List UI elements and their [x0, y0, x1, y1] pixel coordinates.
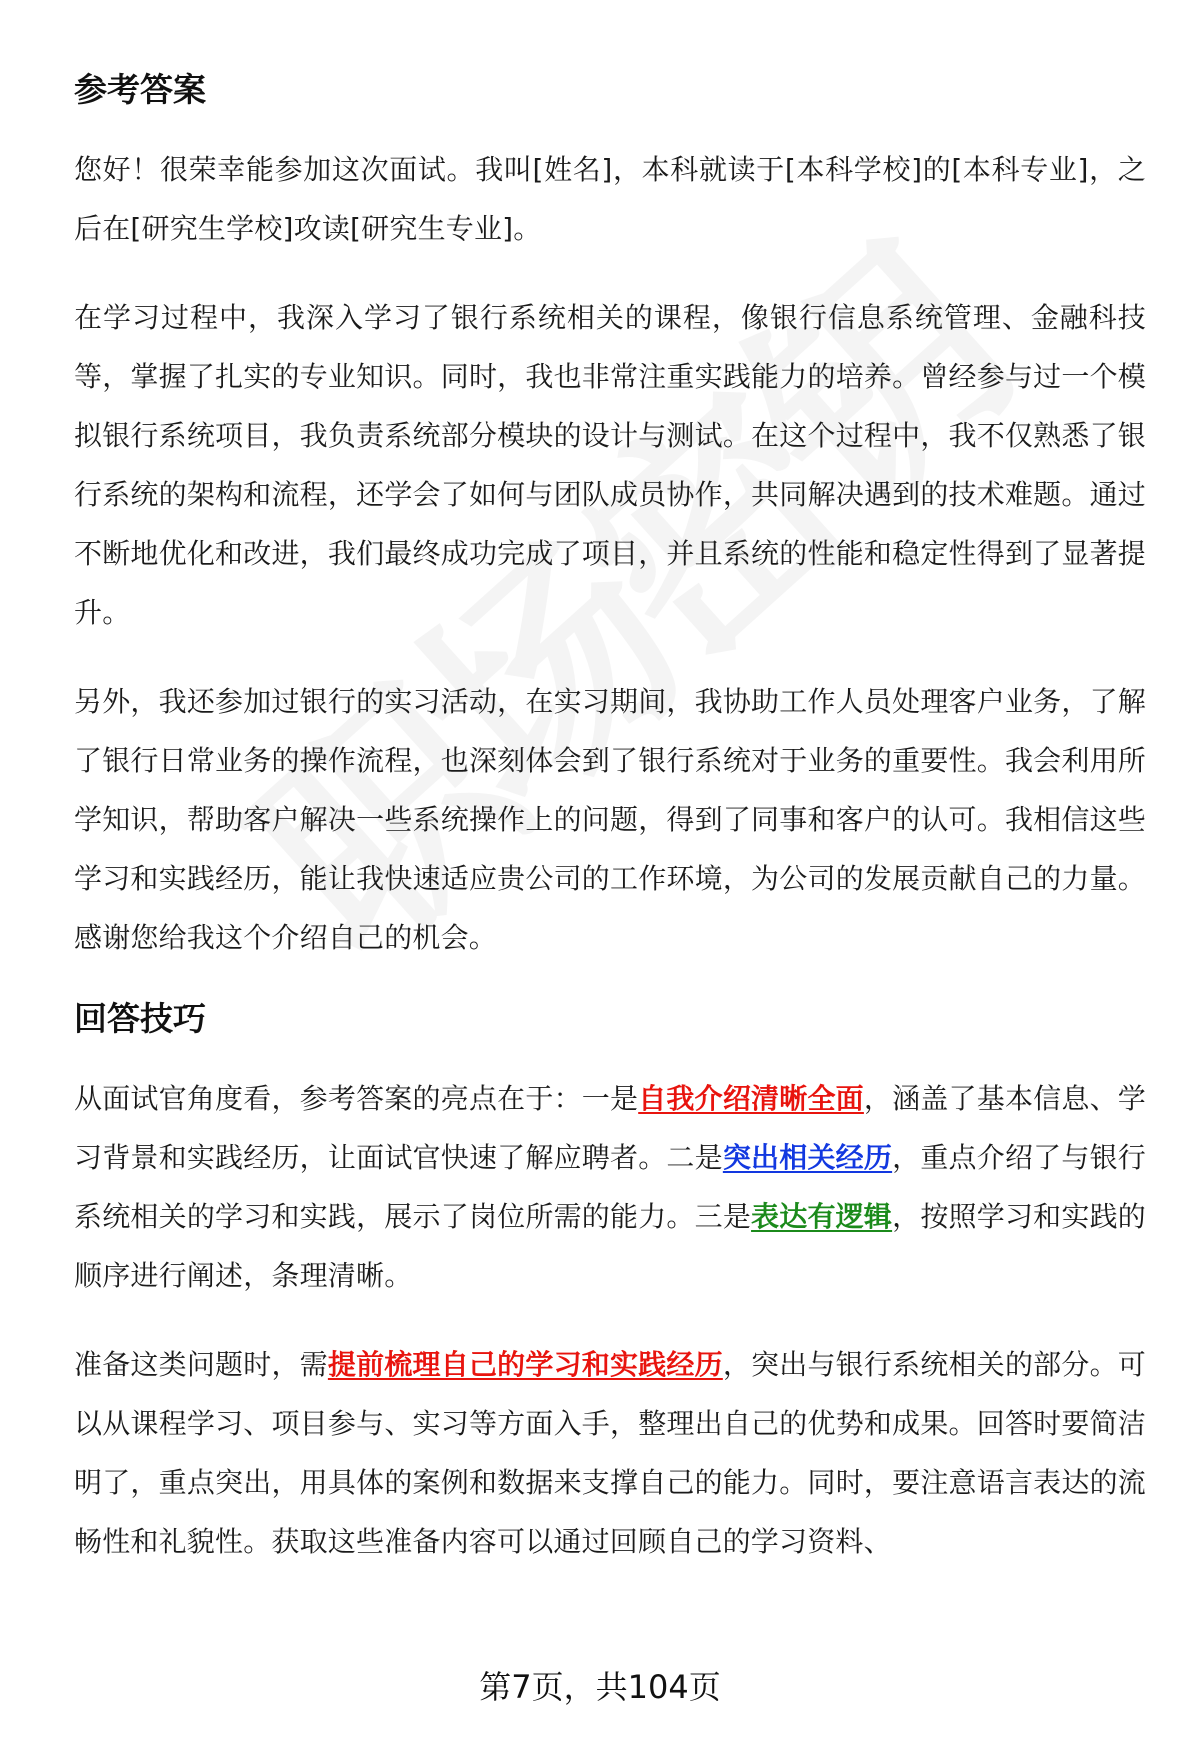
tips-paragraph-1	[74, 1069, 1146, 1305]
section-heading-answer-tips: 回答技巧	[74, 999, 206, 1038]
highlight-red: 自我介绍清晰全面	[638, 1082, 864, 1115]
highlight-red: 提前梳理自己的学习和实践经历	[327, 1348, 723, 1381]
page-number: 第7页，共104页	[479, 1668, 721, 1706]
section-heading-reference-answer: 参考答案	[74, 70, 206, 109]
tips-text: ，按照学习和实践的顺序进行阐述，条理清晰。	[74, 1200, 1146, 1292]
highlight-green: 表达有逻辑	[751, 1200, 893, 1233]
tips-text: 准备这类问题时，需	[74, 1348, 328, 1381]
answer-paragraph-1: 您好！很荣幸能参加这次面试。我叫[姓名]，本科就读于[本科学校]的[本科专业]，之后在[研究生学校]攻读[研究生专业]。	[74, 153, 1146, 245]
tips-text: ，重点介绍了与银行系统相关的学习和实践，展示了岗位所需的能力。三是	[74, 1141, 1146, 1233]
document-page	[74, 70, 1146, 1571]
tips-paragraph-2	[74, 1335, 1146, 1571]
highlight-blue: 突出相关经历	[722, 1141, 893, 1174]
answer-paragraph-2: 在学习过程中，我深入学习了银行系统相关的课程，像银行信息系统管理、金融科技等，掌握了扎实的专业知识。同时，我也非常注重实践能力的培养。曾经参与过一个模拟银行系统项目，我负责系统部分模块的设计与测试。在这个过程中，我不仅熟悉了银行系统的架构和流程，还学会了如何与团队成员协作，共同解决遇到的技术难题。通过不断地优化和改进，我们最终成功完成了项目，并且系统的性能和稳定性得到了显著提升。	[74, 301, 1146, 629]
answer-paragraph-3: 另外，我还参加过银行的实习活动，在实习期间，我协助工作人员处理客户业务，了解了银行日常业务的操作流程，也深刻体会到了银行系统对于业务的重要性。我会利用所学知识，帮助客户解决一些系统操作上的问题，得到了同事和客户的认可。我相信这些学习和实践经历，能让我快速适应贵公司的工作环境，为公司的发展贡献自己的力量。感谢您给我这个介绍自己的机会。	[74, 685, 1146, 954]
tips-text: 从面试官角度看，参考答案的亮点在于：一是	[74, 1082, 639, 1115]
tips-text: ，突出与银行系统相关的部分。可以从课程学习、项目参与、实习等方面入手，整理出自己的优势和成果。回答时要简洁明了，重点突出，用具体的案例和数据来支撑自己的能力。同时，要注意语言表达的流畅性和礼貌性。获取这些准备内容可以通过回顾自己的学习资料、	[74, 1348, 1146, 1558]
tips-text: ，涵盖了基本信息、学习背景和实践经历，让面试官快速了解应聘者。二是	[74, 1082, 1146, 1174]
